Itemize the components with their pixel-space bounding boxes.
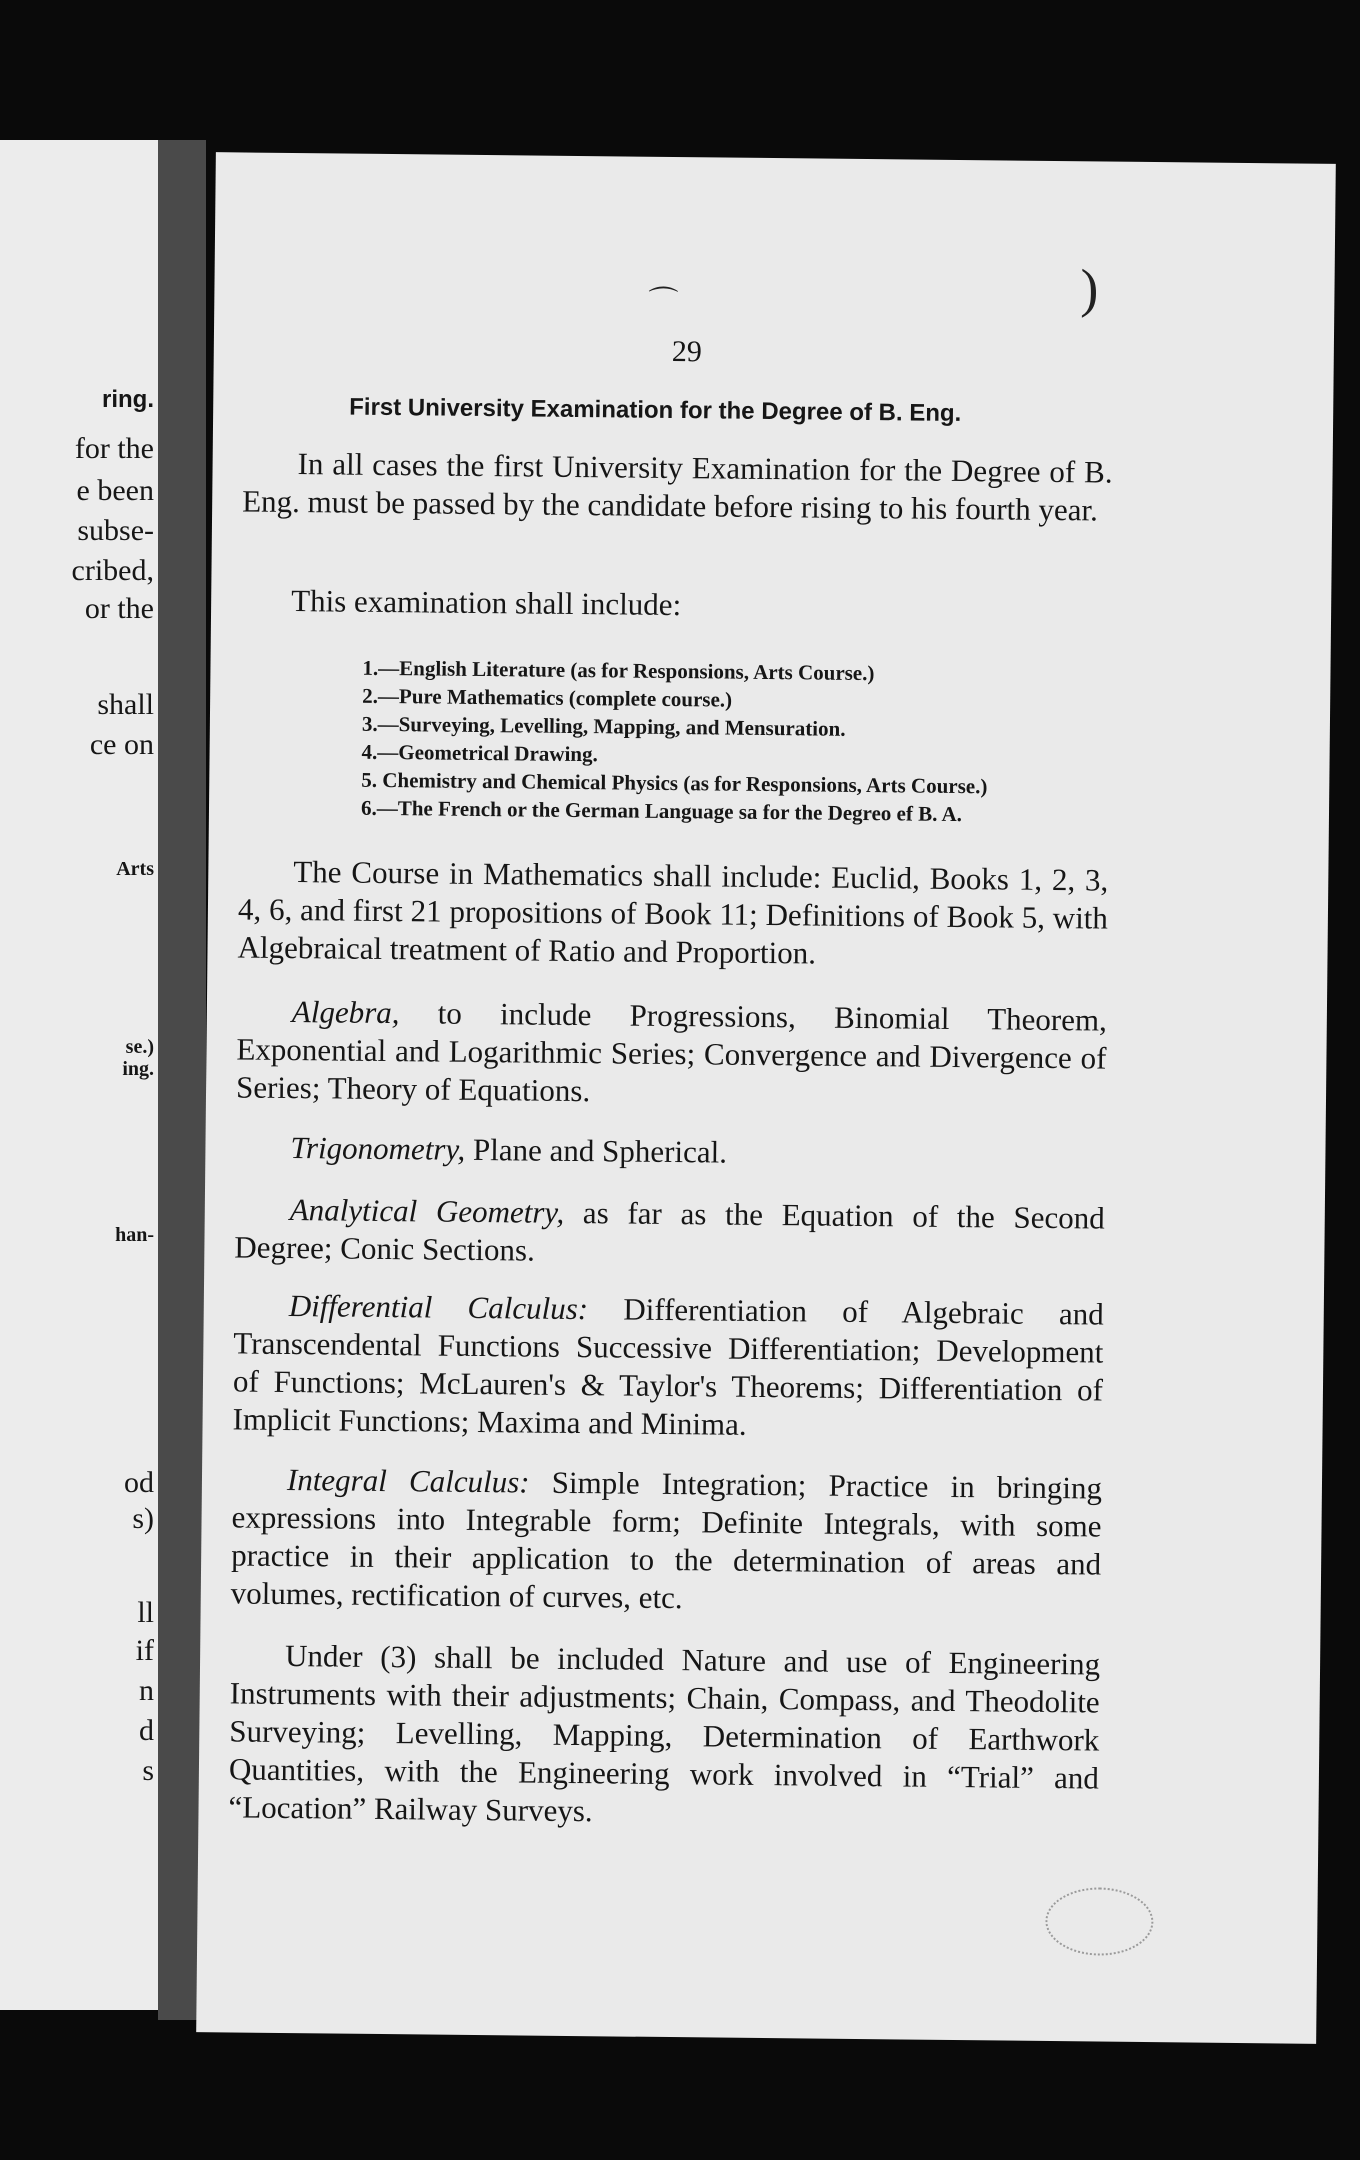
facing-page-fragment: for the: [74, 432, 154, 465]
facing-page-fragment: e been: [76, 474, 154, 507]
list-item: 4.—Geometrical Drawing.: [361, 739, 598, 767]
trigonometry-paragraph: [235, 1128, 1105, 1175]
integral-calculus-paragraph: [231, 1460, 1103, 1621]
list-item: 2.—Pure Mathematics (complete course.): [362, 683, 733, 712]
list-intro: This examination shall include:: [291, 583, 682, 623]
facing-page-fragment: ce on: [89, 728, 154, 761]
facing-page-fragment: subse-: [77, 514, 154, 547]
differential-calculus-paragraph: [232, 1286, 1104, 1447]
facing-page-fragment: ing.: [122, 1058, 154, 1080]
facing-page-fragment: od: [124, 1466, 154, 1499]
integral-calculus-label: Integral Calculus:: [286, 1462, 530, 1500]
facing-page-fragment: if: [135, 1634, 154, 1667]
pencil-bracket-icon: ): [1080, 258, 1099, 319]
analytical-geometry-text: as far as the Equation of the Second Degree; Conic Sections.: [234, 1194, 1105, 1268]
facing-page-fragment: Arts: [116, 858, 154, 880]
facing-page-fragment: shall: [97, 688, 154, 721]
page-number: 29: [671, 334, 702, 369]
intro-paragraph: In all cases the first University Examination for the Degree of B. Eng. must be passed by the candidate before rising to his fourth year.: [242, 446, 1113, 528]
section-heading: First University Examination for the Degree of B. Eng.: [349, 393, 962, 428]
library-stamp-icon: [1045, 1887, 1154, 1956]
facing-page-fragment: cribed,: [71, 554, 154, 587]
book-page: [196, 152, 1336, 2044]
integral-calculus-text: Simple Integration; Practice in bringing expressions into Integrable form; Definite Integrals, with some practice in their application to the determination of areas and volumes, rectification of curves, etc.: [230, 1464, 1103, 1616]
facing-page-fragment: d: [139, 1714, 154, 1747]
trigonometry-label: Trigonometry,: [290, 1130, 466, 1167]
list-item: 3.—Surveying, Levelling, Mapping, and Mensuration.: [361, 711, 846, 741]
algebra-text: to include Progressions, Binomial Theorem, Exponential and Logarithmic Series; Convergence and Divergence of Series; Theory of Equations.: [235, 995, 1108, 1109]
facing-page-fragment: n: [139, 1674, 154, 1707]
differential-calculus-text: Differentiation of Algebraic and Transcendental Functions Successive Differentiation; Development of Functions; McLauren's & Taylor's Theorems; Differentiation of Implicit Functions; Maxima and Minima.: [232, 1291, 1104, 1442]
facing-page-edge: [0, 140, 158, 2010]
algebra-paragraph: [236, 992, 1107, 1115]
analytical-geometry-label: Analytical Geometry,: [289, 1192, 565, 1230]
facing-page-fragment: s: [142, 1754, 154, 1787]
facing-page-fragment: se.): [125, 1036, 154, 1058]
subject-list: [361, 654, 1123, 830]
list-item: 1.—English Literature (as for Responsions, Arts Course.): [362, 655, 875, 686]
differential-calculus-label: Differential Calculus:: [288, 1288, 589, 1327]
list-item: 5. Chemistry and Chemical Physics (as for Responsions, Arts Course.): [361, 767, 988, 799]
facing-page-fragment: s): [132, 1502, 154, 1535]
facing-page-fragment: ring.: [102, 386, 154, 413]
mathematics-paragraph: The Course in Mathematics shall include: Euclid, Books 1, 2, 3, 4, 6, and first 21 propositions of Book 11; Definitions of Book 5, with Algebraical treatment of Ratio and Proportion.: [237, 854, 1109, 971]
surveying-paragraph: Under (3) shall be included Nature and use of Engineering Instruments with their adjustments; Chain, Compass, and Theodolite Surveying; Levelling, Mapping, Determination of Earthwork Quantities, with the Engineering work involved in “Trial” and “Location” Railway Surveys.: [228, 1637, 1101, 1829]
trigonometry-text: Plane and Spherical.: [465, 1131, 728, 1170]
facing-page-fragment: or the: [84, 592, 154, 625]
analytical-geometry-paragraph: [234, 1190, 1105, 1275]
algebra-label: Algebra,: [291, 994, 400, 1031]
facing-page-fragment: han-: [115, 1224, 154, 1246]
list-item: 6.—The French or the German Language sa for the Degreo ef B. A.: [360, 795, 963, 827]
pencil-mark-icon: ⌒: [648, 285, 679, 320]
facing-page-fragment: ll: [137, 1596, 154, 1629]
